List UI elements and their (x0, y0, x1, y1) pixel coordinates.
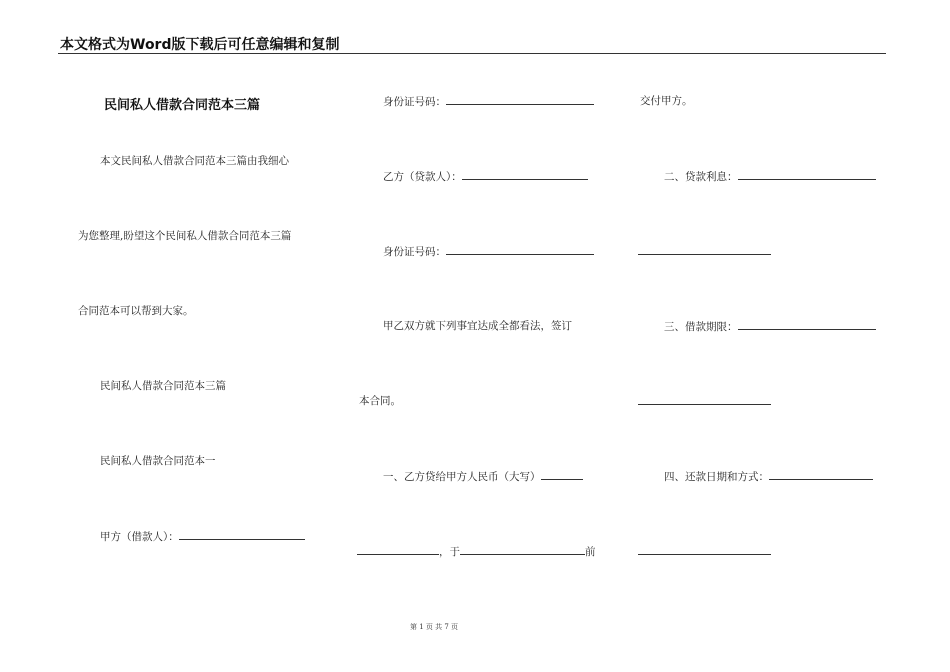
id-number-b-blank (446, 244, 594, 255)
party-a-label (100, 529, 305, 544)
clause-4-blank (769, 469, 873, 480)
clause-1-sum-blank (357, 544, 439, 555)
agreement-line-1: 甲乙双方就下列事宜达成全都看法，签订 (383, 320, 572, 332)
contract-section-heading: 民间私人借款合同范本一 (100, 455, 216, 467)
party-b-text: 乙方（贷款人）： (383, 171, 462, 183)
intro-line-3: 合同范本可以帮到大家。 (78, 305, 194, 317)
intro-line-1: 本文民间私人借款合同范本三篇由我细心 (100, 155, 289, 167)
party-b-blank (462, 169, 588, 180)
clause-1-amount-blank (541, 469, 583, 480)
contract-subtitle: 民间私人借款合同范本三篇 (100, 380, 226, 392)
id-number-b-label (383, 244, 594, 259)
id-number-a-label (383, 94, 594, 109)
party-a-blank (179, 529, 305, 540)
clause-1-qian: 前 (585, 546, 596, 558)
document-title: 民间私人借款合同范本三篇 (104, 98, 261, 113)
delivery-text: 交付甲方。 (640, 95, 693, 107)
clause-1-continuation (357, 544, 596, 559)
clause-4-continuation-blank (638, 554, 771, 555)
clause-1-yu: ，于 (439, 546, 460, 558)
party-b-label (383, 169, 588, 184)
id-number-a-blank (446, 94, 594, 105)
agreement-line-2: 本合同。 (359, 395, 401, 407)
clause-3-continuation-blank (638, 404, 771, 405)
clause-2-text: 二、贷款利息： (664, 171, 738, 183)
clause-3-label (664, 319, 876, 334)
clause-1-date-blank (460, 544, 585, 555)
id-number-b-text: 身份证号码： (383, 246, 446, 258)
document-header: 本文格式为Word版下载后可任意编辑和复制 (60, 37, 340, 53)
clause-3-text: 三、借款期限： (664, 321, 738, 333)
clause-1-text: 一、乙方贷给甲方人民币（大写） (383, 471, 541, 483)
clause-2-continuation-blank (638, 254, 771, 255)
clause-1-label (383, 469, 583, 484)
clause-3-blank (738, 319, 876, 330)
clause-2-label (664, 169, 876, 184)
intro-line-2: 为您整理,盼望这个民间私人借款合同范本三篇 (78, 230, 292, 242)
page-number: 第 1 页 共 7 页 (409, 623, 459, 631)
clause-4-text: 四、还款日期和方式： (664, 471, 769, 483)
clause-4-label (664, 469, 873, 484)
clause-2-blank (738, 169, 876, 180)
id-number-a-text: 身份证号码： (383, 96, 446, 108)
header-divider (58, 53, 886, 54)
party-a-text: 甲方（借款人）： (100, 531, 179, 543)
